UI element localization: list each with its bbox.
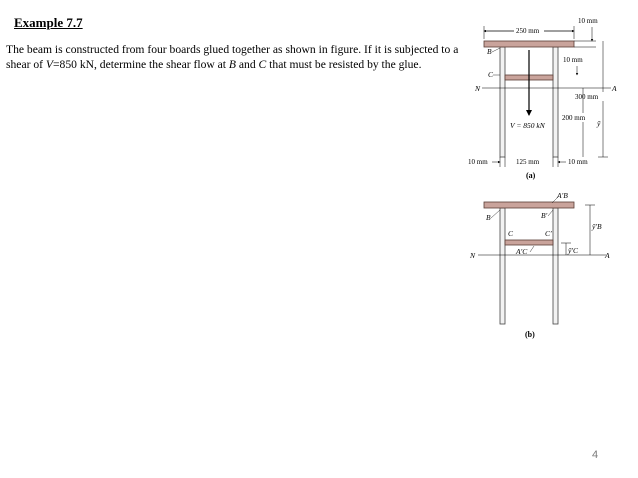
leader-line — [491, 210, 500, 218]
dim-flange-thickness: 10 mm — [563, 56, 583, 64]
label-ybar-c: ȳ′C — [568, 246, 578, 255]
label-a: A — [612, 84, 617, 93]
slide-title: Example 7.7 — [14, 15, 83, 30]
dim-depth: 300 mm — [575, 93, 599, 101]
dim-right-web: 10 mm — [568, 158, 588, 166]
label-ybar-b: ȳ′B — [592, 222, 602, 231]
label-c: C — [508, 229, 514, 238]
label-a-prime-b: A′B — [557, 191, 568, 200]
point-c: C — [258, 58, 267, 71]
dim-left-web: 10 mm — [468, 158, 488, 166]
leader-line — [492, 48, 500, 52]
left-web — [500, 47, 505, 157]
dim-inner: 125 mm — [516, 158, 540, 166]
label-c-prime: C′ — [545, 229, 552, 238]
leader-line — [530, 246, 534, 252]
dim-top-width: 250 mm — [516, 27, 540, 35]
label-n: N — [475, 84, 481, 93]
shear-label: V = 850 kN — [510, 121, 545, 130]
right-web — [553, 47, 558, 157]
problem-text: and — [236, 58, 259, 71]
label-b-prime: B′ — [541, 211, 548, 220]
label-ybar: ȳ — [597, 119, 601, 128]
inner-board — [505, 240, 553, 245]
left-web — [500, 208, 505, 324]
label-b: B — [486, 213, 491, 222]
label-a-prime-c: A′C — [516, 247, 528, 256]
problem-text: =850 kN, determine the shear flow at — [53, 58, 229, 71]
top-board — [484, 41, 574, 47]
figure-b — [469, 191, 610, 339]
label-c: C — [488, 70, 494, 79]
dim-ybar: 200 mm — [562, 114, 586, 122]
point-b: B — [228, 58, 236, 71]
problem-text: that must be resisted by the glue. — [266, 58, 422, 71]
problem-text: The beam is constructed from four boards glued together as shown in figure. If it is subjected to a shear of — [6, 43, 459, 71]
top-board — [484, 202, 574, 208]
label-n: N — [470, 251, 476, 260]
shear-symbol: V — [45, 58, 54, 71]
label-b: B — [487, 47, 492, 56]
caption-a: (a) — [526, 171, 536, 180]
right-web — [553, 208, 558, 324]
dim-top-thickness: 10 mm — [578, 17, 598, 25]
label-a: A — [605, 251, 610, 260]
figure-a — [468, 17, 617, 180]
page-number: 4 — [592, 449, 599, 461]
caption-b: (b) — [525, 330, 535, 339]
leader-line — [548, 210, 553, 216]
